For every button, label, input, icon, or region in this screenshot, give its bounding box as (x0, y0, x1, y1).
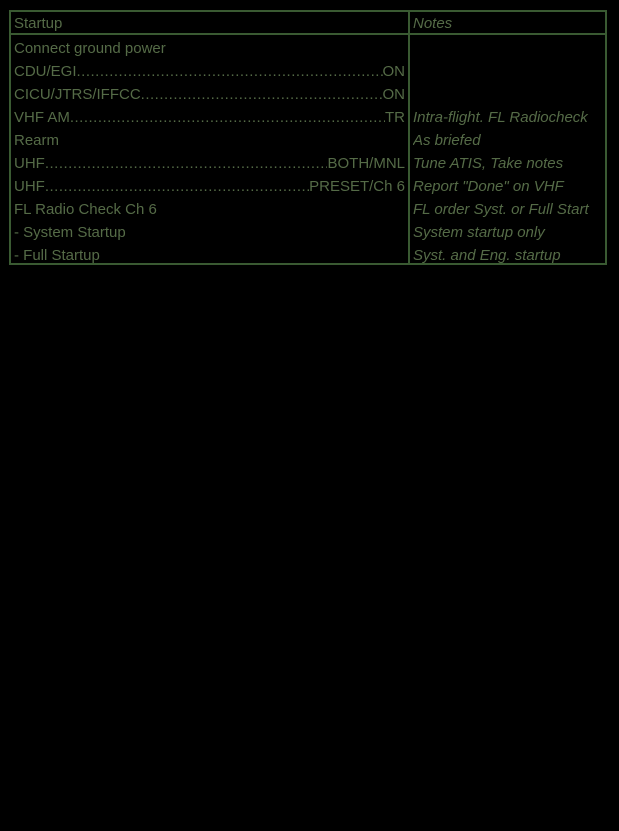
step-cell (14, 175, 405, 198)
checklist-row (11, 152, 605, 175)
step-value: ON (382, 86, 405, 103)
dot-leader (77, 60, 383, 83)
dot-leader (141, 83, 383, 106)
note-cell: Report "Done" on VHF (413, 178, 564, 195)
dot-leader (70, 106, 385, 129)
checklist-row (11, 129, 605, 152)
dot-leader (45, 175, 309, 198)
step-cell (14, 221, 405, 244)
step-cell (14, 244, 405, 267)
step-label: CDU/EGI (14, 63, 77, 80)
note-cell: Intra-flight. FL Radiocheck (413, 109, 588, 126)
checklist-row (11, 37, 605, 60)
step-label: VHF AM (14, 109, 70, 126)
checklist-row (11, 83, 605, 106)
step-label: - Full Startup (14, 247, 100, 264)
step-label: FL Radio Check Ch 6 (14, 201, 157, 218)
step-value: BOTH/MNL (327, 155, 405, 172)
note-cell: Syst. and Eng. startup (413, 247, 561, 264)
step-value: ON (382, 63, 405, 80)
header-divider (11, 33, 605, 35)
step-label: CICU/JTRS/IFFCC (14, 86, 141, 103)
step-value: PRESET/Ch 6 (309, 178, 405, 195)
startup-checklist-table (9, 10, 607, 265)
note-cell: System startup only (413, 224, 545, 241)
step-label: UHF (14, 178, 45, 195)
step-cell (14, 152, 405, 175)
step-label: UHF (14, 155, 45, 172)
step-value: TR (385, 109, 405, 126)
checklist-rows (11, 37, 605, 267)
note-cell: FL order Syst. or Full Start (413, 201, 589, 218)
checklist-row (11, 175, 605, 198)
step-label: Rearm (14, 132, 60, 149)
dot-leader (45, 152, 328, 175)
step-cell (14, 37, 405, 60)
step-cell (14, 106, 405, 129)
checklist-row (11, 198, 605, 221)
checklist-row (11, 60, 605, 83)
step-cell (14, 129, 405, 152)
step-label: - System Startup (14, 224, 126, 241)
step-label: Connect ground power (14, 40, 166, 57)
note-cell: As briefed (413, 132, 481, 149)
step-cell (14, 198, 405, 221)
note-cell: Tune ATIS, Take notes (413, 155, 564, 172)
step-cell (14, 83, 405, 106)
step-cell (14, 60, 405, 83)
checklist-row (11, 221, 605, 244)
startup-header: Startup (14, 15, 63, 32)
checklist-row (11, 106, 605, 129)
notes-header: Notes (413, 15, 453, 32)
checklist-row (11, 244, 605, 267)
